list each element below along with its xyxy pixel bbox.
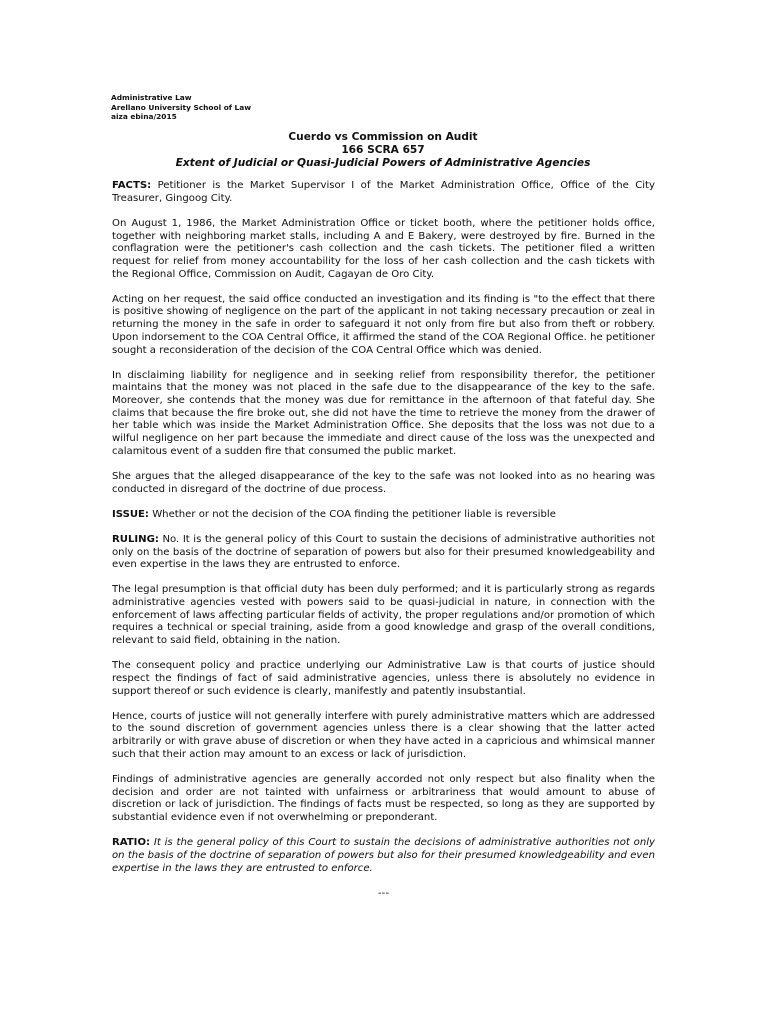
facts-paragraph-2: On August 1, 1986, the Market Administration Office or ticket booth, where the petitioner holds office, together with neighboring market stalls, including A and E Bakery, were destroyed by fire. Burned in the conflagration were the petitioner's cash collection and the cash tickets. The petitioner filed a written request for relief from money accountability for the loss of her cash collection and the cash tickets with the Regional Office, Commission on Audit, Cagayan de Oro City. [112, 217, 655, 280]
document-header [111, 93, 251, 122]
case-topic: Extent of Judicial or Quasi-Judicial Powers of Administrative Agencies [175, 157, 591, 169]
case-citation: 166 SCRA 657 [341, 144, 425, 156]
ruling-paragraph-5: Findings of administrative agencies are generally accorded not only respect but also finality when the decision and order are not tainted with unfairness or arbitrariness that would amount to abuse of discretion or lack of jurisdiction. The findings of facts must be respected, so long as they are supported by substantial evidence even if not overwhelming or preponderant. [112, 773, 655, 824]
facts-paragraph-5: She argues that the alleged disappearance of the key to the safe was not looked into as no hearing was conducted in disregard of the doctrine of due process. [112, 470, 655, 495]
end-marker: --- [378, 887, 389, 899]
facts-paragraph-3: Acting on her request, the said office conducted an investigation and its finding is "to the effect that there is positive showing of negligence on the part of the applicant in not taking necessary precaution or zeal in returning the money in the safe in order to safeguard it not only from fire but also from theft or robbery. Upon indorsement to the COA Central Office, it affirmed the stand of the COA Regional Office. he petitioner sought a reconsideration of the decision of the COA Central Office which was denied. [112, 293, 655, 356]
ratio-text: It is the general policy of this Court to sustain the decisions of administrative authorities not only on the basis of the doctrine of separation of powers but also for their presumed knowledgeability and even expertise in the laws they are entrusted to enforce. [112, 837, 655, 874]
case-name: Cuerdo vs Commission on Audit [288, 131, 478, 143]
course-subject: Administrative Law [111, 93, 192, 102]
facts-paragraph-4: In disclaiming liability for negligence and in seeking relief from responsibility therefor, the petitioner maintains that the money was not placed in the safe due to the disappearance of the key to the safe. Moreover, she contends that the money was due for remittance in the afternoon of that fateful day. She claims that because the fire broke out, she did not have the time to retrieve the money from the drawer of her table which was inside the Market Administration Office. She deposits that the loss was not due to a wilful negligence on her part because the immediate and direct cause of the loss was the unexpected and calamitous event of a sudden fire that consumed the public market. [112, 369, 655, 457]
issue-text: Whether or not the decision of the COA finding the petitioner liable is reversible [152, 508, 556, 520]
author-line: aiza ebina/2015 [111, 112, 177, 122]
ruling-paragraph-2: The legal presumption is that official duty has been duly performed; and it is particularly strong as regards administrative agencies vested with powers said to be quasi-judicial in nature, in connection with the enforcement of laws affecting particular fields of activity, the proper regulations and/or promotion of which requires a technical or special training, aside from a good knowledge and grasp of the overall conditions, relevant to said field, obtaining in the nation. [112, 584, 655, 647]
ruling-paragraph-3: The consequent policy and practice underlying our Administrative Law is that courts of justice should respect the findings of fact of said administrative agencies, unless there is absolutely no evidence in support thereof or such evidence is clearly, manifestly and patently insubstantial. [112, 660, 655, 697]
ruling-text-1: No. It is the general policy of this Court to sustain the decisions of administrative authorities not only on the basis of the doctrine of separation of powers but also for their presumed knowledgeability and even expertise in the laws they are entrusted to enforce. [112, 533, 655, 571]
document-body [112, 180, 655, 913]
facts-text-1: Petitioner is the Market Supervisor I of the Market Administration Office, Office of the City Treasurer, Gingoog City. [112, 180, 655, 204]
facts-label: FACTS: [112, 180, 152, 191]
issue-paragraph [112, 509, 655, 522]
ruling-label: RULING: [112, 533, 159, 545]
ruling-paragraph-1 [112, 534, 655, 572]
facts-paragraph-1 [112, 180, 655, 205]
school-name: Arellano University School of Law [111, 102, 252, 112]
ratio-label: RATIO: [112, 837, 151, 849]
issue-label: ISSUE: [112, 508, 149, 520]
ratio-paragraph [112, 837, 655, 875]
ruling-paragraph-4: Hence, courts of justice will not generally interfere with purely administrative matters which are addressed to the sound discretion of government agencies unless there is a clear showing that the latter acted arbitrarily or with grave abuse of discretion or when they have acted in a capricious and whimsical manner such that their action may amount to an excess or lack of jurisdiction. [112, 710, 655, 760]
case-title-block [111, 131, 655, 170]
